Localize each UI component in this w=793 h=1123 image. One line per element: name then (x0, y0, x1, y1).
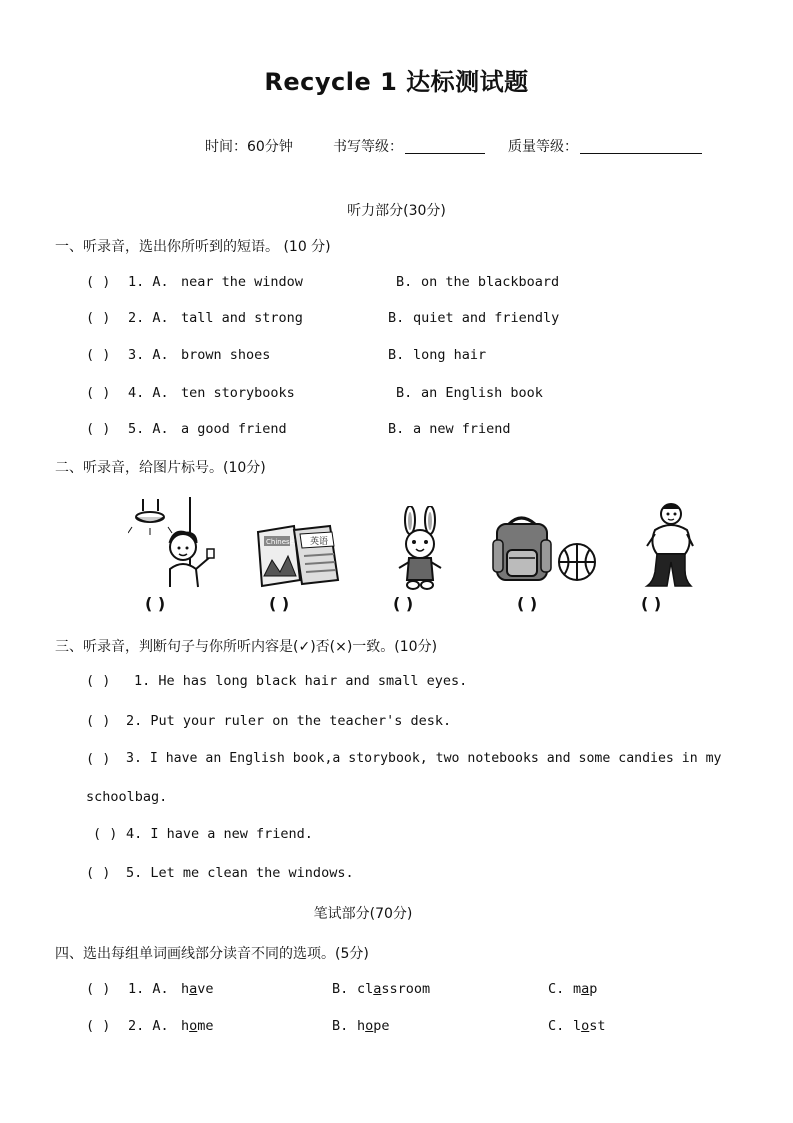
item-number: 2. A. (128, 310, 169, 326)
option-b-label: B. (388, 421, 405, 437)
picture-answer-paren[interactable]: ( ) (641, 594, 662, 613)
answer-paren[interactable]: ( ) (86, 751, 111, 767)
word-c: lost (573, 1018, 606, 1034)
underlined-letter: a (373, 981, 382, 997)
quality-grade-field[interactable] (508, 136, 702, 156)
option-b-label: B. (396, 274, 413, 290)
writing-section-heading: 笔试部分(70分) (313, 906, 413, 922)
schoolbag-and-basketball-icon (491, 512, 599, 584)
answer-paren[interactable]: ( ) (86, 713, 111, 729)
underlined-letter: o (365, 1018, 374, 1034)
option-b: an English book (421, 385, 543, 401)
answer-paren[interactable]: ( ) (86, 1018, 111, 1034)
picture-answer-paren[interactable]: ( ) (517, 594, 538, 613)
word-c: map (573, 981, 598, 997)
item-number: 2. A. (128, 1018, 169, 1034)
page-title: Recycle 1 达标测试题 (264, 68, 529, 96)
option-a: brown shoes (181, 347, 271, 363)
word-a: have (181, 981, 214, 997)
quality-grade-blank[interactable] (580, 139, 702, 154)
section2-heading: 二、听录音，给图片标号。(10分) (55, 460, 266, 476)
sentence: 5. Let me clean the windows. (126, 865, 354, 881)
underlined-letter: a (189, 981, 198, 997)
word-a: home (181, 1018, 214, 1034)
option-b-label: B. (388, 310, 405, 326)
quality-grade-label: 质量等级： (508, 139, 578, 155)
answer-paren[interactable]: ( ) (86, 274, 111, 290)
answer-paren[interactable]: ( ) (93, 826, 118, 842)
item-number: 3. A. (128, 347, 169, 363)
sentence: 3. I have an English book,a storybook, two notebooks and some candies in my (126, 751, 722, 766)
option-b-label: B. (396, 385, 413, 401)
item-number: 5. A. (128, 421, 169, 437)
option-a: tall and strong (181, 310, 303, 326)
option-b: on the blackboard (421, 274, 560, 290)
option-a: near the window (181, 274, 303, 290)
answer-paren[interactable]: ( ) (86, 981, 111, 997)
picture-answer-paren[interactable]: ( ) (393, 594, 414, 613)
answer-paren[interactable]: ( ) (86, 421, 111, 437)
writing-grade-blank[interactable] (405, 139, 485, 154)
listening-section-heading: 听力部分(30分) (347, 203, 446, 219)
underlined-letter: a (581, 981, 590, 997)
sentence-continued: schoolbag. (86, 789, 168, 805)
option-b-label: B. (332, 1018, 349, 1034)
picture-answer-paren[interactable]: ( ) (269, 594, 290, 613)
option-b: a new friend (413, 421, 511, 437)
fat-man-icon (643, 500, 695, 588)
boy-turning-on-light-icon (128, 497, 220, 589)
writing-grade-field[interactable] (333, 136, 485, 156)
section3-heading: 三、听录音，判断句子与你所听内容是(✓)否(×)一致。(10分) (55, 639, 438, 655)
time-label: 时间：60分钟 (205, 139, 293, 155)
word-b: classroom (357, 981, 431, 997)
answer-paren[interactable]: ( ) (86, 347, 111, 363)
item-number: 1. A. (128, 274, 169, 290)
picture-answer-paren[interactable]: ( ) (145, 594, 166, 613)
answer-paren[interactable]: ( ) (86, 310, 111, 326)
option-b: long hair (413, 347, 487, 363)
svg-text:Chinese: Chinese (266, 538, 294, 546)
option-c-label: C. (548, 981, 565, 997)
sentence: 4. I have a new friend. (126, 826, 313, 842)
option-a: a good friend (181, 421, 287, 437)
answer-paren[interactable]: ( ) (86, 673, 111, 689)
word-b: hope (357, 1018, 390, 1034)
section1-heading: 一、听录音，选出你所听到的短语。 (10 分) (55, 239, 331, 255)
section4-heading: 四、选出每组单词画线部分读音不同的选项。(5分) (55, 946, 369, 962)
rabbit-toy-icon (395, 506, 445, 590)
book-cover-label: 英语 (310, 537, 329, 547)
option-a: ten storybooks (181, 385, 295, 401)
sentence: 2. Put your ruler on the teacher's desk. (126, 713, 452, 729)
answer-paren[interactable]: ( ) (86, 385, 111, 401)
option-b-label: B. (388, 347, 405, 363)
option-b: quiet and friendly (413, 310, 560, 326)
answer-paren[interactable]: ( ) (86, 865, 111, 881)
item-number: 4. A. (128, 385, 169, 401)
underlined-letter: o (189, 1018, 198, 1034)
option-b-label: B. (332, 981, 349, 997)
option-c-label: C. (548, 1018, 565, 1034)
books-icon (254, 522, 342, 588)
writing-grade-label: 书写等级： (333, 139, 403, 155)
sentence: 1. He has long black hair and small eyes. (134, 673, 468, 689)
item-number: 1. A. (128, 981, 169, 997)
underlined-letter: o (581, 1018, 590, 1034)
